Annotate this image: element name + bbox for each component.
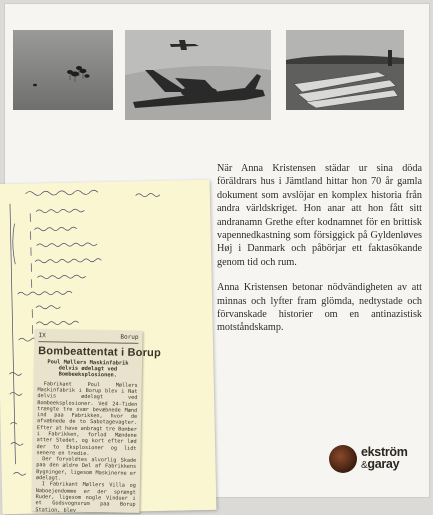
bomber-image [125,30,271,120]
blurb-paragraph-2: Anna Kristensen betonar nödvändigheten av att minnas och lyfter fram glömda, nedtystade och förvanskade historier om en antinazistisk motståndskamp. [217,282,422,334]
clipping-header-bar [38,332,138,344]
publisher-emblem-icon [329,445,357,473]
clipping-subheadline: Poul Møllers Maskinfabrik delvis ødelagt ved Bombeeksplosionen. [47,359,129,379]
photo-parachutes [13,30,113,110]
publisher-name: ekström &garay [361,445,408,471]
photo-bomber [125,30,271,120]
clipping-body [35,381,137,515]
parachutes-image [13,30,113,110]
blurb-text [217,162,422,347]
clipping-headline: Bombeattentat i Borup [38,345,162,360]
clipping-paragraph: Der forvoldtes alvorlig Skade paa den ældre Del af Fabrikkens Bygninger, ligesom Maskinerne er ødelagt. [35,456,137,482]
book-back-cover [5,4,429,514]
photo-containers [286,30,404,110]
clipping-place: Borup [120,333,139,341]
blurb-paragraph-1: När Anna Kristensen städar ur sina döda föräldrars hus i Jämtland hittar hon 70 år gamla dokument som avslöjar en komplex historia från andra världskriget. Hon anar att hon fått sitt andranamn Grethe efter kodnamnet för en brittisk vapennedkastning som försiggick på Gyldenløves Høj i Danmark och påbörjar ett faktasökande genom tid och rum. [217,163,422,268]
clipping-paragraph: I Fabrikant Møllers Villa og Naboejendomme er der sprængt Ruder, ligesom nogle Vinduer i et Godsvognsrum paa Borup Station, blev [35,481,136,514]
newspaper-clipping [31,329,162,514]
clipping-paragraph: Fabrikant Poul Møllers Maskinfabrik i Borup blev i Nat delvis ødelagt ved Bombeeksplosioner. Ved 24-Tiden trængte tre svær bevæbnede Mænd ind paa Fabrikken, hvor de afvæbnede de to Sabotagevagter. Efter at have anbragt tre Bomber i Fabrikken, forlod Mændene atter Stedet, og kort efter lød der to Eksplosioner og lidt senere en tredie. [36,380,138,457]
clipping-page-mark: IX [38,332,46,340]
publisher-logo [329,445,408,473]
containers-image [286,30,404,110]
